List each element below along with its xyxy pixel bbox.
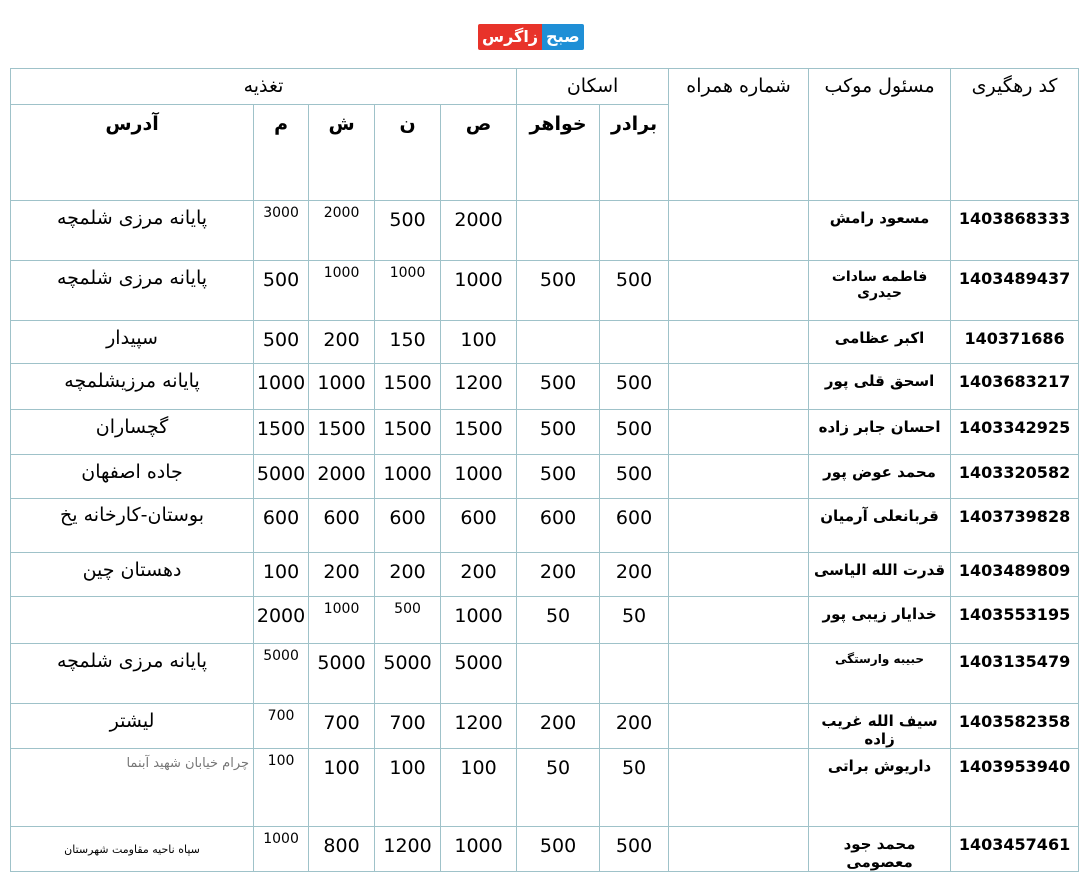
cell-code: 1403342925	[951, 410, 1079, 455]
cell-code: 1403739828	[951, 499, 1079, 553]
header-food-sh: ش	[309, 105, 375, 201]
header-housing-brother: برادر	[600, 105, 669, 201]
cell-food-n: 500	[375, 201, 441, 261]
cell-sister: 500	[517, 410, 600, 455]
cell-code: 1403582358	[951, 704, 1079, 749]
header-phone: شماره همراه	[669, 69, 809, 201]
cell-phone	[669, 261, 809, 321]
cell-phone	[669, 321, 809, 364]
cell-food-n: 200	[375, 553, 441, 597]
table-row	[11, 364, 1079, 410]
logo-part-zagros: زاگرس	[478, 24, 542, 50]
cell-manager: داریوش براتی	[809, 749, 951, 827]
cell-brother: 600	[600, 499, 669, 553]
cell-food-s: 200	[441, 553, 517, 597]
cell-food-m: 5000	[254, 455, 309, 499]
cell-food-n: 5000	[375, 644, 441, 704]
cell-food-s: 1200	[441, 704, 517, 749]
cell-phone	[669, 499, 809, 553]
cell-food-m: 5000	[254, 644, 309, 704]
cell-phone	[669, 597, 809, 644]
registration-table	[10, 68, 1079, 872]
cell-food-n: 600	[375, 499, 441, 553]
cell-manager: اسحق قلی پور	[809, 364, 951, 410]
cell-sister: 600	[517, 499, 600, 553]
cell-food-n: 1500	[375, 410, 441, 455]
cell-food-s: 1200	[441, 364, 517, 410]
cell-manager: محمد جود معصومی	[809, 827, 951, 872]
cell-code: 1403683217	[951, 364, 1079, 410]
cell-phone	[669, 644, 809, 704]
cell-food-n: 1000	[375, 455, 441, 499]
cell-code: 140371686	[951, 321, 1079, 364]
cell-address: پایانه مرزی شلمچه	[11, 201, 254, 261]
cell-food-sh: 2000	[309, 201, 375, 261]
cell-brother: 500	[600, 827, 669, 872]
cell-food-m: 700	[254, 704, 309, 749]
cell-brother	[600, 644, 669, 704]
cell-manager: فاطمه سادات حیدری	[809, 261, 951, 321]
cell-code: 1403457461	[951, 827, 1079, 872]
cell-manager: محمد عوض پور	[809, 455, 951, 499]
header-food-n: ن	[375, 105, 441, 201]
table-row	[11, 499, 1079, 553]
table-row	[11, 553, 1079, 597]
cell-address	[11, 597, 254, 644]
table-row	[11, 455, 1079, 499]
cell-manager: احسان جابر زاده	[809, 410, 951, 455]
header-housing: اسکان	[517, 69, 669, 105]
cell-food-s: 1000	[441, 455, 517, 499]
table-row	[11, 597, 1079, 644]
cell-address: پایانه مرزی شلمچه	[11, 261, 254, 321]
table-row	[11, 321, 1079, 364]
cell-brother: 500	[600, 261, 669, 321]
cell-brother: 500	[600, 364, 669, 410]
cell-food-sh: 2000	[309, 455, 375, 499]
cell-address: جاده اصفهان	[11, 455, 254, 499]
cell-manager: اکبر عظامی	[809, 321, 951, 364]
cell-food-s: 100	[441, 749, 517, 827]
table-row	[11, 749, 1079, 827]
cell-food-s: 5000	[441, 644, 517, 704]
cell-food-s: 100	[441, 321, 517, 364]
cell-address: لیشتر	[11, 704, 254, 749]
cell-food-m: 100	[254, 553, 309, 597]
cell-food-s: 1000	[441, 261, 517, 321]
table-row	[11, 261, 1079, 321]
cell-manager: خدایار زیبی پور	[809, 597, 951, 644]
cell-food-s: 1000	[441, 827, 517, 872]
cell-food-s: 1000	[441, 597, 517, 644]
cell-food-n: 1000	[375, 261, 441, 321]
cell-food-sh: 100	[309, 749, 375, 827]
cell-code: 1403868333	[951, 201, 1079, 261]
cell-address: گچساران	[11, 410, 254, 455]
cell-address: بوستان-کارخانه یخ	[11, 499, 254, 553]
cell-sister	[517, 201, 600, 261]
header-food-m: م	[254, 105, 309, 201]
header-food: تغذیه	[11, 69, 517, 105]
cell-food-sh: 5000	[309, 644, 375, 704]
cell-address: سپیدار	[11, 321, 254, 364]
cell-food-sh: 1500	[309, 410, 375, 455]
cell-food-m: 500	[254, 261, 309, 321]
cell-food-sh: 700	[309, 704, 375, 749]
cell-food-m: 1000	[254, 364, 309, 410]
cell-food-m: 500	[254, 321, 309, 364]
cell-food-s: 1500	[441, 410, 517, 455]
cell-address: پایانه مرزیشلمچه	[11, 364, 254, 410]
cell-manager: حبیبه وارستگی	[809, 644, 951, 704]
cell-food-m: 3000	[254, 201, 309, 261]
cell-food-n: 700	[375, 704, 441, 749]
table-row	[11, 201, 1079, 261]
cell-sister: 500	[517, 261, 600, 321]
cell-food-sh: 1000	[309, 364, 375, 410]
cell-brother: 200	[600, 704, 669, 749]
cell-food-sh: 600	[309, 499, 375, 553]
cell-sister	[517, 321, 600, 364]
cell-food-sh: 1000	[309, 261, 375, 321]
cell-food-m: 1000	[254, 827, 309, 872]
cell-food-n: 500	[375, 597, 441, 644]
cell-sister: 50	[517, 749, 600, 827]
cell-manager: مسعود رامش	[809, 201, 951, 261]
table-row	[11, 704, 1079, 749]
cell-sister: 200	[517, 553, 600, 597]
cell-brother: 200	[600, 553, 669, 597]
cell-phone	[669, 827, 809, 872]
header-food-s: ص	[441, 105, 517, 201]
cell-address: چرام خیابان شهید آبنما	[11, 749, 254, 827]
cell-food-n: 1500	[375, 364, 441, 410]
cell-food-sh: 1000	[309, 597, 375, 644]
cell-food-n: 1200	[375, 827, 441, 872]
header-code: کد رهگیری	[951, 69, 1079, 201]
cell-phone	[669, 455, 809, 499]
cell-sister: 50	[517, 597, 600, 644]
header-housing-sister: خواهر	[517, 105, 600, 201]
cell-food-sh: 200	[309, 321, 375, 364]
cell-address: سپاه ناحیه مقاومت شهرستان	[11, 827, 254, 872]
cell-food-s: 600	[441, 499, 517, 553]
cell-address: پایانه مرزی شلمچه	[11, 644, 254, 704]
cell-food-m: 2000	[254, 597, 309, 644]
header-address: آدرس	[11, 105, 254, 201]
cell-code: 1403135479	[951, 644, 1079, 704]
cell-brother: 500	[600, 455, 669, 499]
cell-sister: 200	[517, 704, 600, 749]
cell-food-m: 600	[254, 499, 309, 553]
cell-sister: 500	[517, 455, 600, 499]
table-row	[11, 410, 1079, 455]
cell-phone	[669, 201, 809, 261]
cell-code: 1403320582	[951, 455, 1079, 499]
cell-code: 1403953940	[951, 749, 1079, 827]
cell-code: 1403489809	[951, 553, 1079, 597]
cell-phone	[669, 410, 809, 455]
cell-manager: سیف الله غریب زاده	[809, 704, 951, 749]
table-row	[11, 644, 1079, 704]
cell-brother	[600, 321, 669, 364]
cell-food-n: 100	[375, 749, 441, 827]
cell-phone	[669, 553, 809, 597]
cell-brother	[600, 201, 669, 261]
cell-brother: 50	[600, 597, 669, 644]
cell-brother: 500	[600, 410, 669, 455]
cell-address: دهستان چین	[11, 553, 254, 597]
cell-food-m: 1500	[254, 410, 309, 455]
header-manager: مسئول موکب	[809, 69, 951, 201]
cell-food-n: 150	[375, 321, 441, 364]
cell-code: 1403553195	[951, 597, 1079, 644]
table-row	[11, 827, 1079, 872]
cell-food-sh: 800	[309, 827, 375, 872]
logo-part-sobh: صبح	[542, 24, 584, 50]
cell-sister: 500	[517, 364, 600, 410]
cell-phone	[669, 749, 809, 827]
cell-sister	[517, 644, 600, 704]
cell-brother: 50	[600, 749, 669, 827]
cell-food-m: 100	[254, 749, 309, 827]
cell-manager: قربانعلی آرمیان	[809, 499, 951, 553]
cell-manager: قدرت الله الیاسی	[809, 553, 951, 597]
cell-phone	[669, 704, 809, 749]
cell-code: 1403489437	[951, 261, 1079, 321]
cell-food-s: 2000	[441, 201, 517, 261]
logo	[478, 24, 584, 50]
cell-sister: 500	[517, 827, 600, 872]
cell-phone	[669, 364, 809, 410]
cell-food-sh: 200	[309, 553, 375, 597]
